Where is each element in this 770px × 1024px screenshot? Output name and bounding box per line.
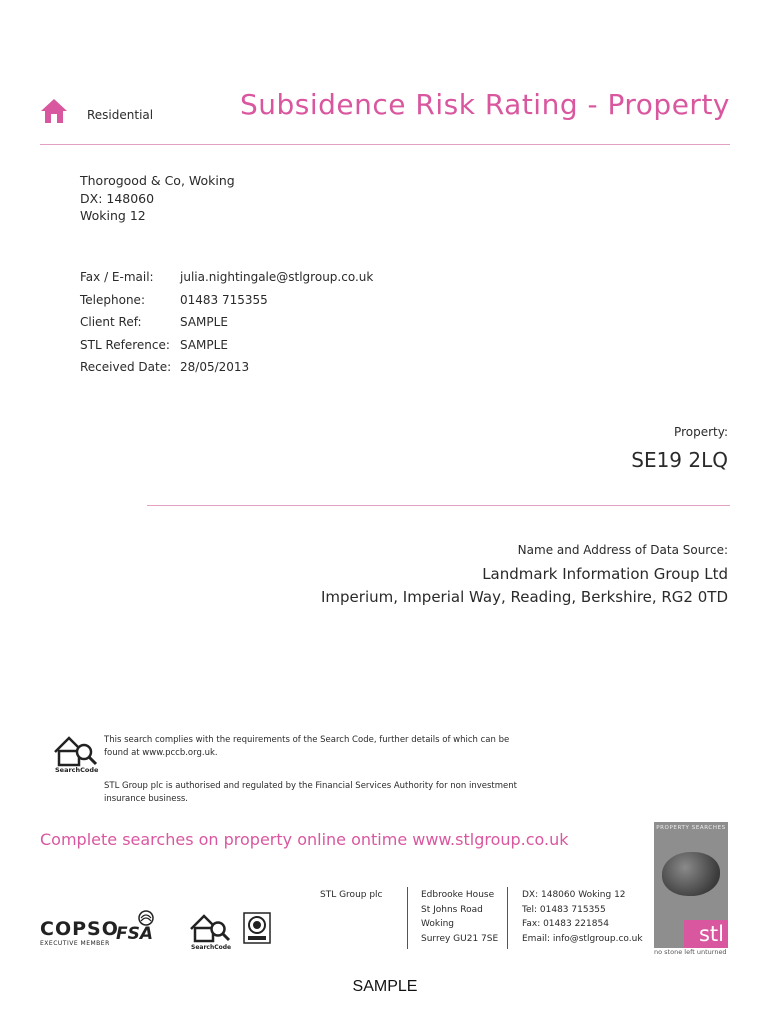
accreditation-seal-icon xyxy=(243,912,271,944)
sample-watermark: SAMPLE xyxy=(352,978,418,995)
detail-value: SAMPLE xyxy=(180,315,228,329)
stone-image xyxy=(662,852,720,896)
tagline: Complete searches on property online ontime www.stlgroup.co.uk xyxy=(40,830,569,849)
detail-value: julia.nightingale@stlgroup.co.uk xyxy=(180,270,374,284)
search-code-logo xyxy=(52,732,100,774)
footer-contact-line: Tel: 01483 715355 xyxy=(522,904,606,915)
footer-address-line: Surrey GU21 7SE xyxy=(421,933,499,944)
page-title: Subsidence Risk Rating - Property xyxy=(239,88,730,121)
footer-divider xyxy=(407,887,408,949)
promo-heading: PROPERTY SEARCHES xyxy=(656,825,726,831)
property-postcode: SE19 2LQ xyxy=(631,448,728,472)
promo-image xyxy=(654,822,728,948)
copso-logo: COPSO xyxy=(40,918,119,940)
data-source-name: Landmark Information Group Ltd xyxy=(482,565,728,583)
promo-caption: no stone left unturned xyxy=(654,948,727,956)
copso-subtitle: EXECUTIVE MEMBER xyxy=(40,940,110,947)
category-label: Residential xyxy=(87,108,154,122)
footer-contact-line: DX: 148060 Woking 12 xyxy=(522,890,626,900)
recipient-line: DX: 148060 xyxy=(80,190,155,206)
detail-label: Fax / E-mail: xyxy=(80,270,154,284)
footer-contact-line: Email: info@stlgroup.co.uk xyxy=(522,933,643,944)
footer-company xyxy=(320,888,383,903)
header-divider xyxy=(40,144,730,145)
detail-value: 01483 715355 xyxy=(180,292,268,307)
recipient-line: Thorogood & Co, Woking xyxy=(80,173,235,188)
search-code-statement: This search complies with the requirements of the Search Code, further details of which can be found at www.pccb.org.uk. xyxy=(104,735,510,758)
fsa-logo: FSA xyxy=(116,924,154,944)
detail-label: STL Reference: xyxy=(80,337,170,352)
data-source-label: Name and Address of Data Source: xyxy=(517,543,728,557)
data-source-address: Imperium, Imperial Way, Reading, Berkshire, RG2 0TD xyxy=(321,588,728,606)
footer-address xyxy=(421,888,498,946)
detail-label: Client Ref: xyxy=(80,315,142,329)
recipient-address xyxy=(80,172,235,225)
footer-contact-line: Fax: 01483 221854 xyxy=(522,919,609,929)
footer-address-line: Woking xyxy=(421,919,455,929)
search-code-footer-logo-text: SearchCode xyxy=(191,944,232,950)
footer-address-line: Edbrooke House xyxy=(421,890,495,900)
property-label: Property: xyxy=(674,425,728,439)
footer-contact xyxy=(522,888,643,946)
stl-brand: stl xyxy=(684,920,728,948)
detail-label: Received Date: xyxy=(80,360,172,374)
property-divider xyxy=(147,505,730,506)
search-code-logo-text: SearchCode xyxy=(55,766,99,774)
home-icon xyxy=(40,98,68,124)
footer-divider xyxy=(507,887,508,949)
search-code-footer-logo xyxy=(188,910,234,950)
footer-address-line: St Johns Road xyxy=(421,904,483,915)
footer-company-name: STL Group plc xyxy=(320,890,383,900)
detail-value: 28/05/2013 xyxy=(180,360,250,374)
fsa-emblem-icon xyxy=(138,910,154,926)
detail-value: SAMPLE xyxy=(180,337,228,352)
recipient-line: Woking 12 xyxy=(80,208,146,223)
detail-label: Telephone: xyxy=(80,292,145,307)
fsa-statement: STL Group plc is authorised and regulated by the Financial Services Authority for non investment insurance business. xyxy=(104,781,517,804)
